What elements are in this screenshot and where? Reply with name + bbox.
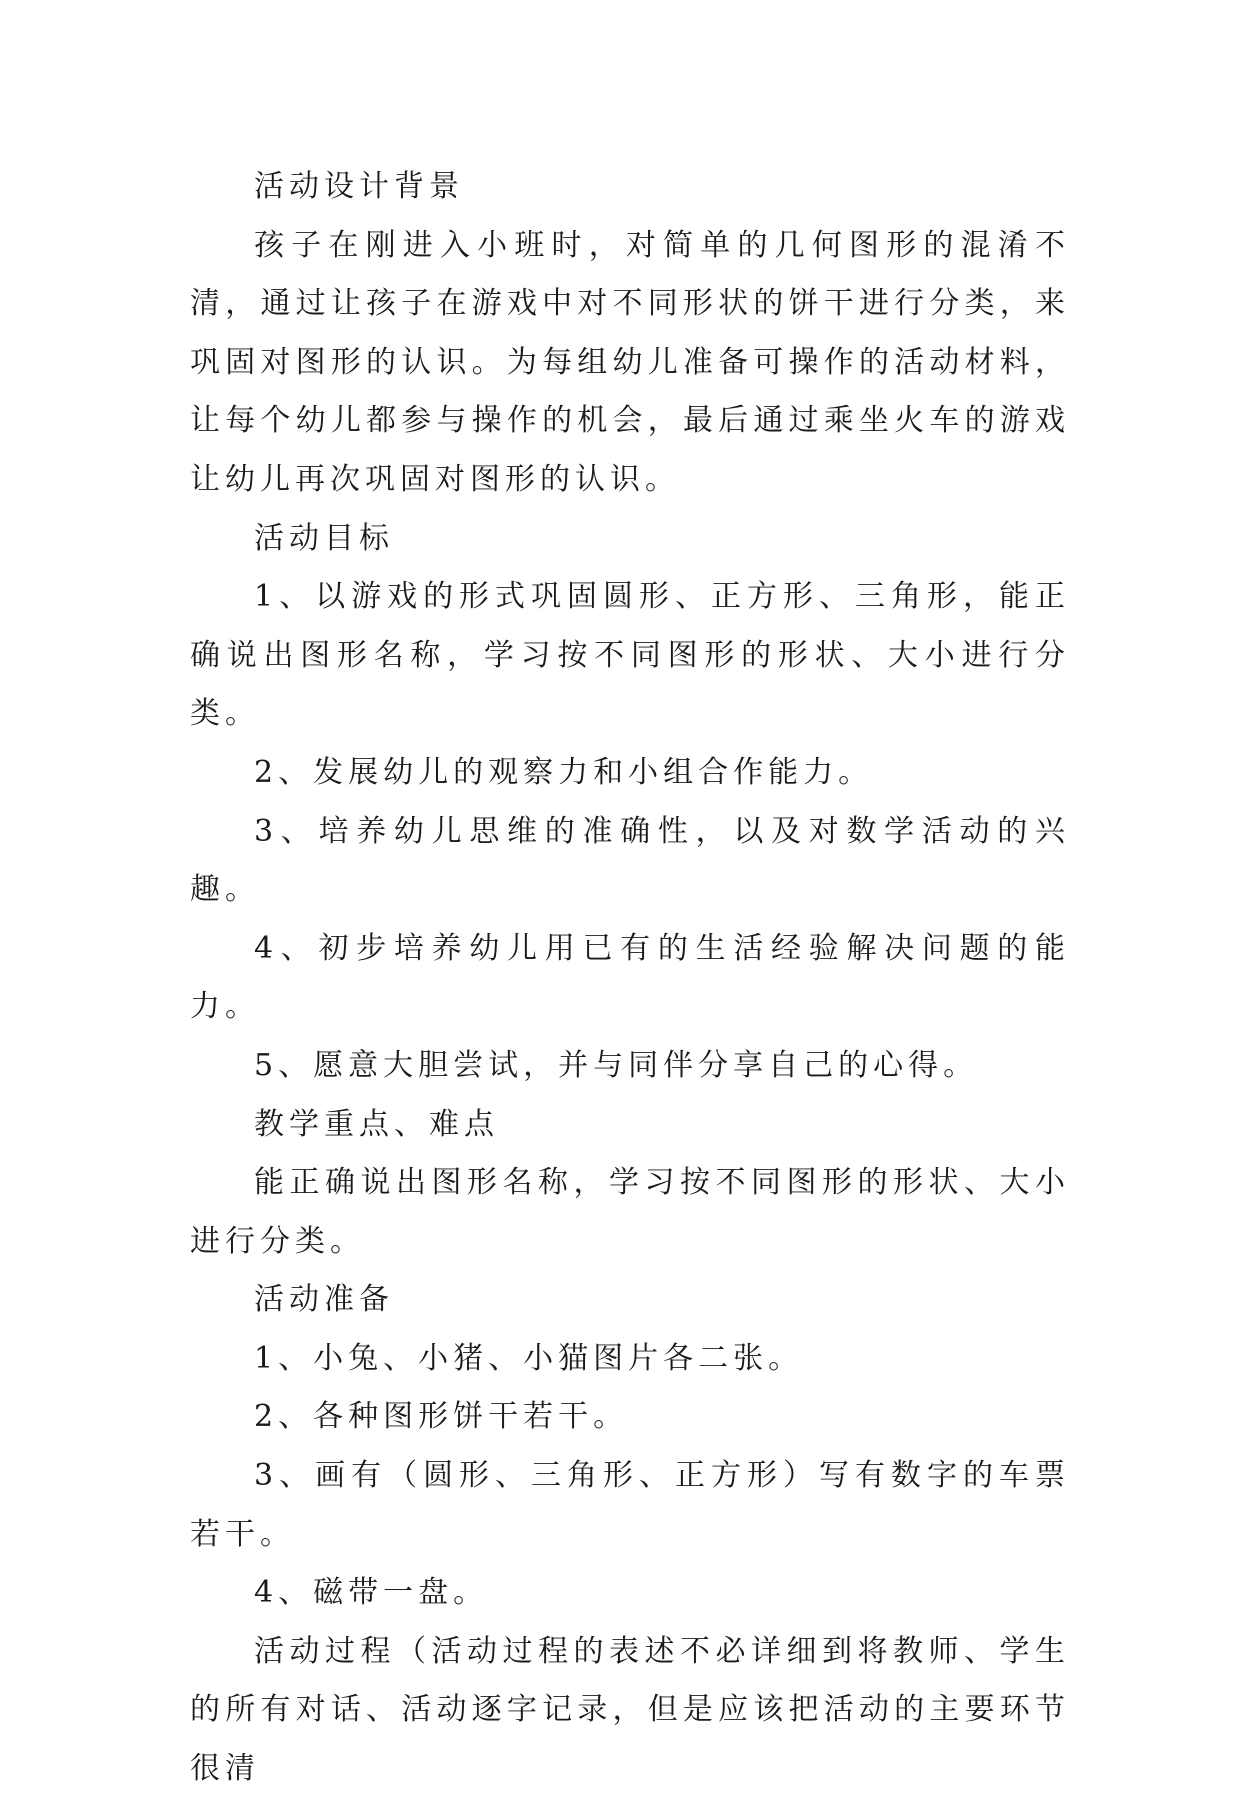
document-body — [190, 158, 1070, 1799]
paragraph-key-points: 能正确说出图形名称，学习按不同图形的形状、大小进行分类。 — [190, 1165, 1070, 1259]
section-heading-preparation: 活动准备 — [254, 1282, 394, 1318]
paragraph-goal-1: 1、以游戏的形式巩固圆形、正方形、三角形，能正确说出图形名称，学习按不同图形的形状、大小进行分类。 — [190, 579, 1070, 732]
section-heading-goals: 活动目标 — [254, 520, 394, 556]
paragraph-goal-4: 4、初步培养幼儿用已有的生活经验解决问题的能力。 — [190, 930, 1070, 1025]
section-heading-key-points: 教学重点、难点 — [254, 1106, 499, 1142]
paragraph-goal-5: 5、愿意大胆尝试，并与同伴分享自己的心得。 — [254, 1047, 979, 1083]
paragraph-goal-2: 2、发展幼儿的观察力和小组合作能力。 — [254, 754, 874, 790]
paragraph-prep-2: 2、各种图形饼干若干。 — [254, 1399, 629, 1435]
section-heading-background: 活动设计背景 — [254, 169, 464, 204]
paragraph-prep-4: 4、磁带一盘。 — [254, 1575, 489, 1611]
paragraph-background: 孩子在刚进入小班时，对简单的几何图形的混淆不清，通过让孩子在游戏中对不同形状的饼干进行分类，来巩固对图形的认识。为每组幼儿准备可操作的活动材料，让每个幼儿都参与操作的机会，最后通过乘坐火车的游戏让幼儿再次巩固对图形的认识。 — [190, 227, 1070, 497]
paragraph-process-intro: 活动过程（活动过程的表述不必详细到将教师、学生的所有对话、活动逐字记录，但是应该把活动的主要环节很清 — [190, 1633, 1070, 1787]
paragraph-prep-1: 1、小兔、小猪、小猫图片各二张。 — [254, 1340, 804, 1376]
paragraph-prep-3: 3、画有（圆形、三角形、正方形）写有数字的车票若干。 — [190, 1458, 1070, 1552]
paragraph-goal-3: 3、培养幼儿思维的准确性，以及对数学活动的兴趣。 — [190, 813, 1070, 908]
